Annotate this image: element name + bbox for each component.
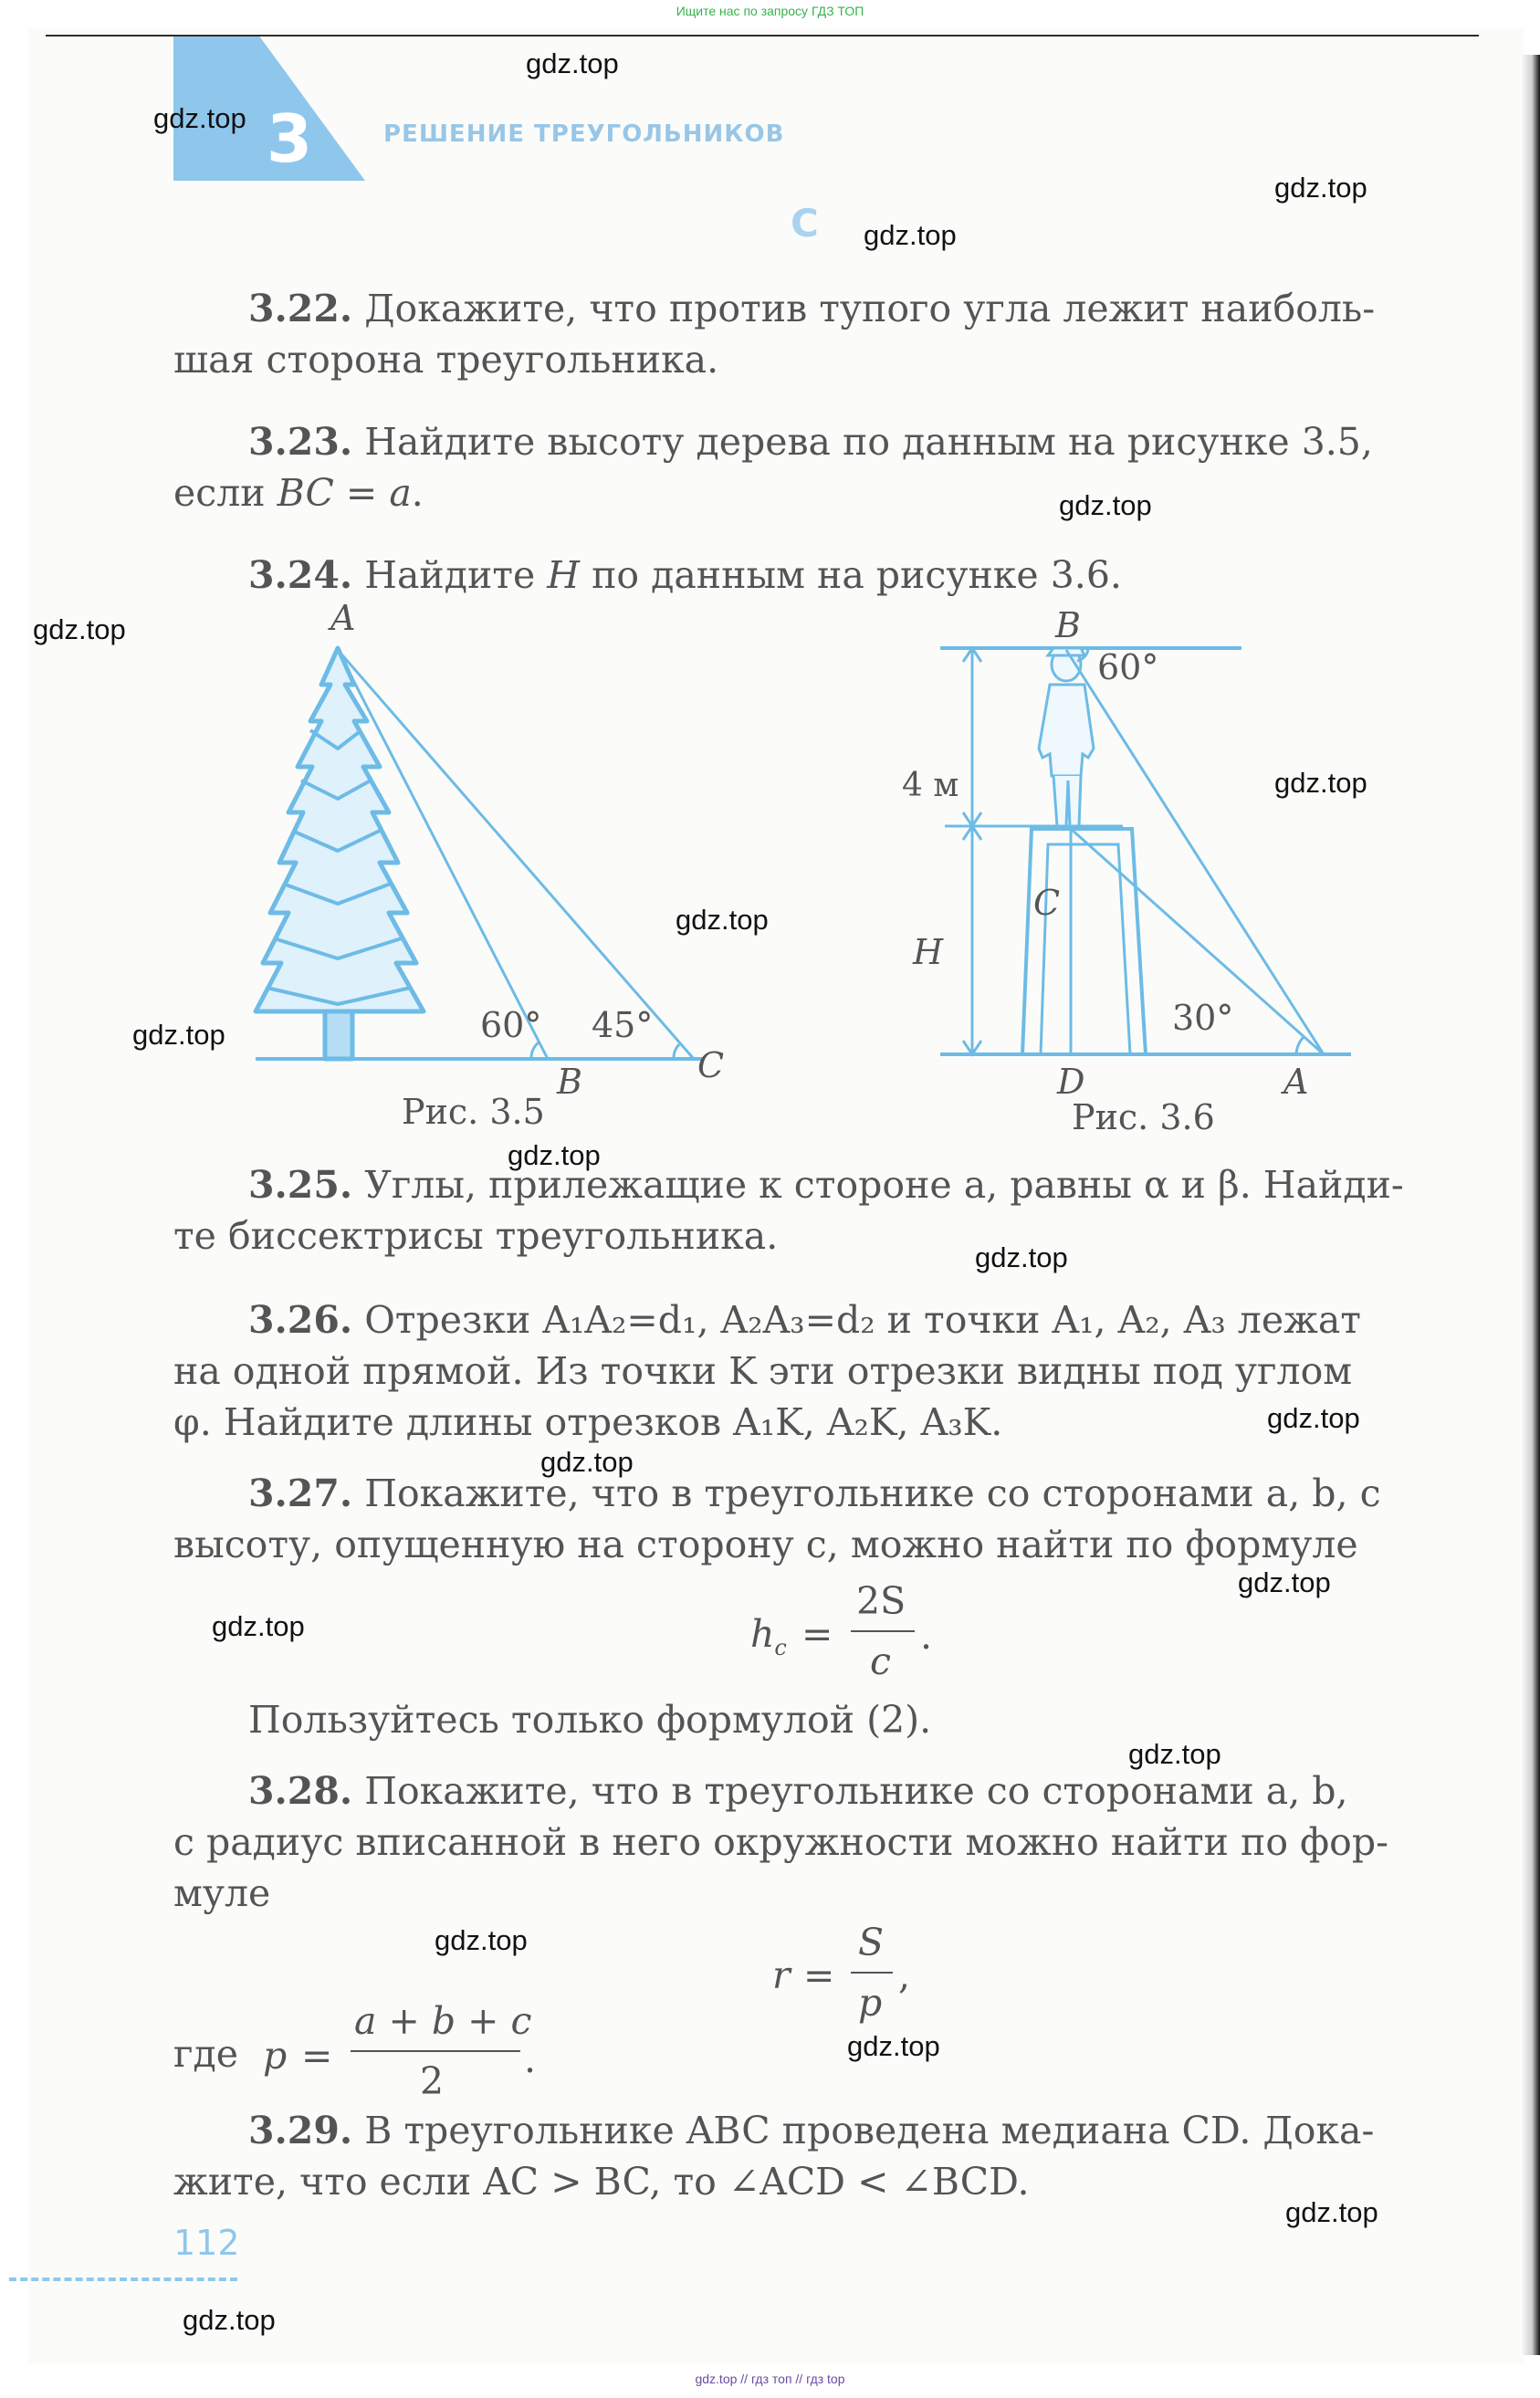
watermark: gdz.top <box>508 1139 601 1171</box>
problem-text: Отрезки A₁A₂=d₁, A₂A₃=d₂ и точки A₁, A₂, A₃ лежат <box>364 1298 1361 1342</box>
math-subscript: c <box>774 1635 787 1661</box>
problem-number: 3.26. <box>248 1298 353 1342</box>
point-label-c: C <box>697 1045 725 1085</box>
problem-number: 3.29. <box>248 2109 353 2152</box>
problem-text: Докажите, что против тупого угла лежит наиболь- <box>364 287 1376 330</box>
point-label-a: A <box>1283 1062 1309 1102</box>
problem-3-27-note: Пользуйтесь только формулой (2). <box>248 1698 932 1742</box>
watermark: gdz.top <box>435 1924 528 1956</box>
angle-label-45: 45° <box>592 1005 654 1045</box>
problem-3-28-line1 <box>248 1765 1348 1817</box>
watermark: gdz.top <box>153 102 246 134</box>
watermark: gdz.top <box>1128 1738 1221 1770</box>
page-number: 112 <box>173 2223 240 2263</box>
watermark: gdz.top <box>676 904 769 936</box>
problem-3-26-line3: φ. Найдите длины отрезков A₁K, A₂K, A₃K. <box>173 1400 1003 1444</box>
angle-label-60: 60° <box>480 1005 542 1045</box>
problem-text: Покажите, что в треугольнике со сторонами a, b, c <box>364 1471 1381 1515</box>
watermark: gdz.top <box>847 2030 940 2062</box>
tree-icon <box>256 648 424 1059</box>
problem-3-29-line1 <box>248 2105 1374 2156</box>
person-icon <box>1039 648 1094 826</box>
formula-r-lhs: r <box>772 1953 791 1997</box>
figure-3-6 <box>895 593 1369 1123</box>
section-letter: С <box>791 201 819 246</box>
problem-3-23-line2 <box>173 467 424 518</box>
problem-number: 3.23. <box>248 420 353 464</box>
problem-text: Найдите <box>364 553 548 597</box>
problem-3-26-line2: на одной прямой. Из точки K эти отрезки видны под углом <box>173 1349 1353 1393</box>
top-note[interactable]: Ищите нас по запросу ГДЗ ТОП <box>676 4 864 18</box>
problem-text: Найдите высоту дерева по данным на рисунке 3.5, <box>364 420 1373 464</box>
watermark: gdz.top <box>540 1446 634 1478</box>
angle-arc-a <box>1296 1037 1304 1054</box>
formula-r-eq: = <box>803 1953 835 1997</box>
formula-p-lhs: p <box>263 2034 288 2078</box>
problem-text: В треугольнике ABC проведена медиана CD. Дока- <box>364 2109 1375 2152</box>
problem-3-28-line2: c радиус вписанной в него окружности можно найти по фор- <box>173 1820 1388 1864</box>
pedestal-inner <box>1041 844 1130 1054</box>
problem-3-29-line2: жите, что если AC > BC, то ∠ACD < ∠BCD. <box>173 2160 1030 2204</box>
problem-text: Углы, прилежащие к стороне a, равны α и β. Найди- <box>364 1163 1404 1207</box>
problem-3-25-line2: те биссектрисы треугольника. <box>173 1214 779 1258</box>
formula-r-num: S <box>858 1921 885 1964</box>
formula-hc-num: 2S <box>856 1579 906 1623</box>
math-variable: h <box>750 1612 775 1656</box>
problem-number: 3.24. <box>248 553 353 597</box>
angle-label-60: 60° <box>1097 647 1159 687</box>
fraction-bar <box>851 1972 893 1974</box>
header-rule <box>46 35 1479 37</box>
formula-hc-den: c <box>870 1639 891 1683</box>
problem-3-23-line1 <box>248 416 1373 467</box>
problem-text: если <box>173 471 278 515</box>
math-expression: BC = a <box>277 471 412 515</box>
formula-p-eq: = <box>301 2034 333 2078</box>
chapter-title: РЕШЕНИЕ ТРЕУГОЛЬНИКОВ <box>383 120 785 148</box>
formula-hc-lhs <box>750 1612 787 1660</box>
watermark: gdz.top <box>526 47 619 79</box>
problem-3-26-line1 <box>248 1294 1361 1346</box>
footer-dash-line <box>9 2278 237 2281</box>
watermark: gdz.top <box>212 1610 305 1642</box>
point-label-b: B <box>557 1062 582 1102</box>
formula-hc-eq: = <box>801 1612 833 1656</box>
watermark: gdz.top <box>975 1241 1068 1273</box>
watermark: gdz.top <box>1059 489 1152 521</box>
formula-hc-tail: . <box>920 1614 933 1658</box>
formula-r-tail: , <box>898 1953 911 1997</box>
formula-r-den: p <box>858 1981 883 2025</box>
fraction-bar <box>851 1630 915 1632</box>
watermark: gdz.top <box>1285 2196 1378 2228</box>
problem-3-27-line2: высоту, опущенную на сторону c, можно найти по формуле <box>173 1523 1358 1566</box>
figure-3-5 <box>246 593 758 1123</box>
point-label-b: B <box>1055 605 1081 645</box>
watermark: gdz.top <box>132 1019 225 1051</box>
watermark: gdz.top <box>183 2304 276 2336</box>
angle-label-30: 30° <box>1172 998 1234 1038</box>
watermark: gdz.top <box>1267 1402 1360 1434</box>
watermark: gdz.top <box>1274 172 1367 204</box>
problem-number: 3.22. <box>248 287 353 330</box>
problem-text: по данным на рисунке 3.6. <box>580 553 1122 597</box>
watermark: gdz.top <box>864 219 957 251</box>
point-label-c: C <box>1033 883 1061 923</box>
bottom-note[interactable]: gdz.top // гдз топ // гдз top <box>695 2372 845 2386</box>
problem-3-22-line1 <box>248 283 1375 334</box>
watermark: gdz.top <box>1274 767 1367 799</box>
watermark: gdz.top <box>33 613 126 645</box>
formula-p-num: a + b + c <box>354 1999 532 2043</box>
problem-text: Покажите, что в треугольнике со сторонами a, b, <box>364 1769 1348 1813</box>
figure-3-5-caption: Рис. 3.5 <box>402 1092 545 1132</box>
book-spine <box>1520 55 1540 2355</box>
problem-3-25-line1 <box>248 1159 1404 1210</box>
problem-3-22-line2: шая сторона треугольника. <box>173 338 719 382</box>
where-label: где <box>173 2032 238 2076</box>
point-label-a: A <box>330 598 356 638</box>
formula-p-den: 2 <box>420 2059 445 2103</box>
problem-text: . <box>411 471 424 515</box>
point-label-d: D <box>1057 1062 1085 1102</box>
chapter-number: 3 <box>267 100 313 177</box>
height-label: 4 м <box>902 767 959 804</box>
angle-arc-c <box>674 1044 679 1059</box>
problem-3-27-line1 <box>248 1468 1381 1519</box>
math-variable: H <box>547 553 581 597</box>
height-variable: H <box>913 932 944 972</box>
watermark: gdz.top <box>1238 1566 1331 1598</box>
sight-line-b-a <box>1066 650 1324 1054</box>
formula-p-tail: . <box>524 2037 537 2081</box>
problem-number: 3.27. <box>248 1471 353 1515</box>
problem-number: 3.28. <box>248 1769 353 1813</box>
problem-number: 3.25. <box>248 1163 353 1207</box>
fraction-bar <box>351 2050 520 2052</box>
figure-3-6-caption: Рис. 3.6 <box>1072 1097 1215 1137</box>
problem-3-28-line3: муле <box>173 1871 271 1915</box>
